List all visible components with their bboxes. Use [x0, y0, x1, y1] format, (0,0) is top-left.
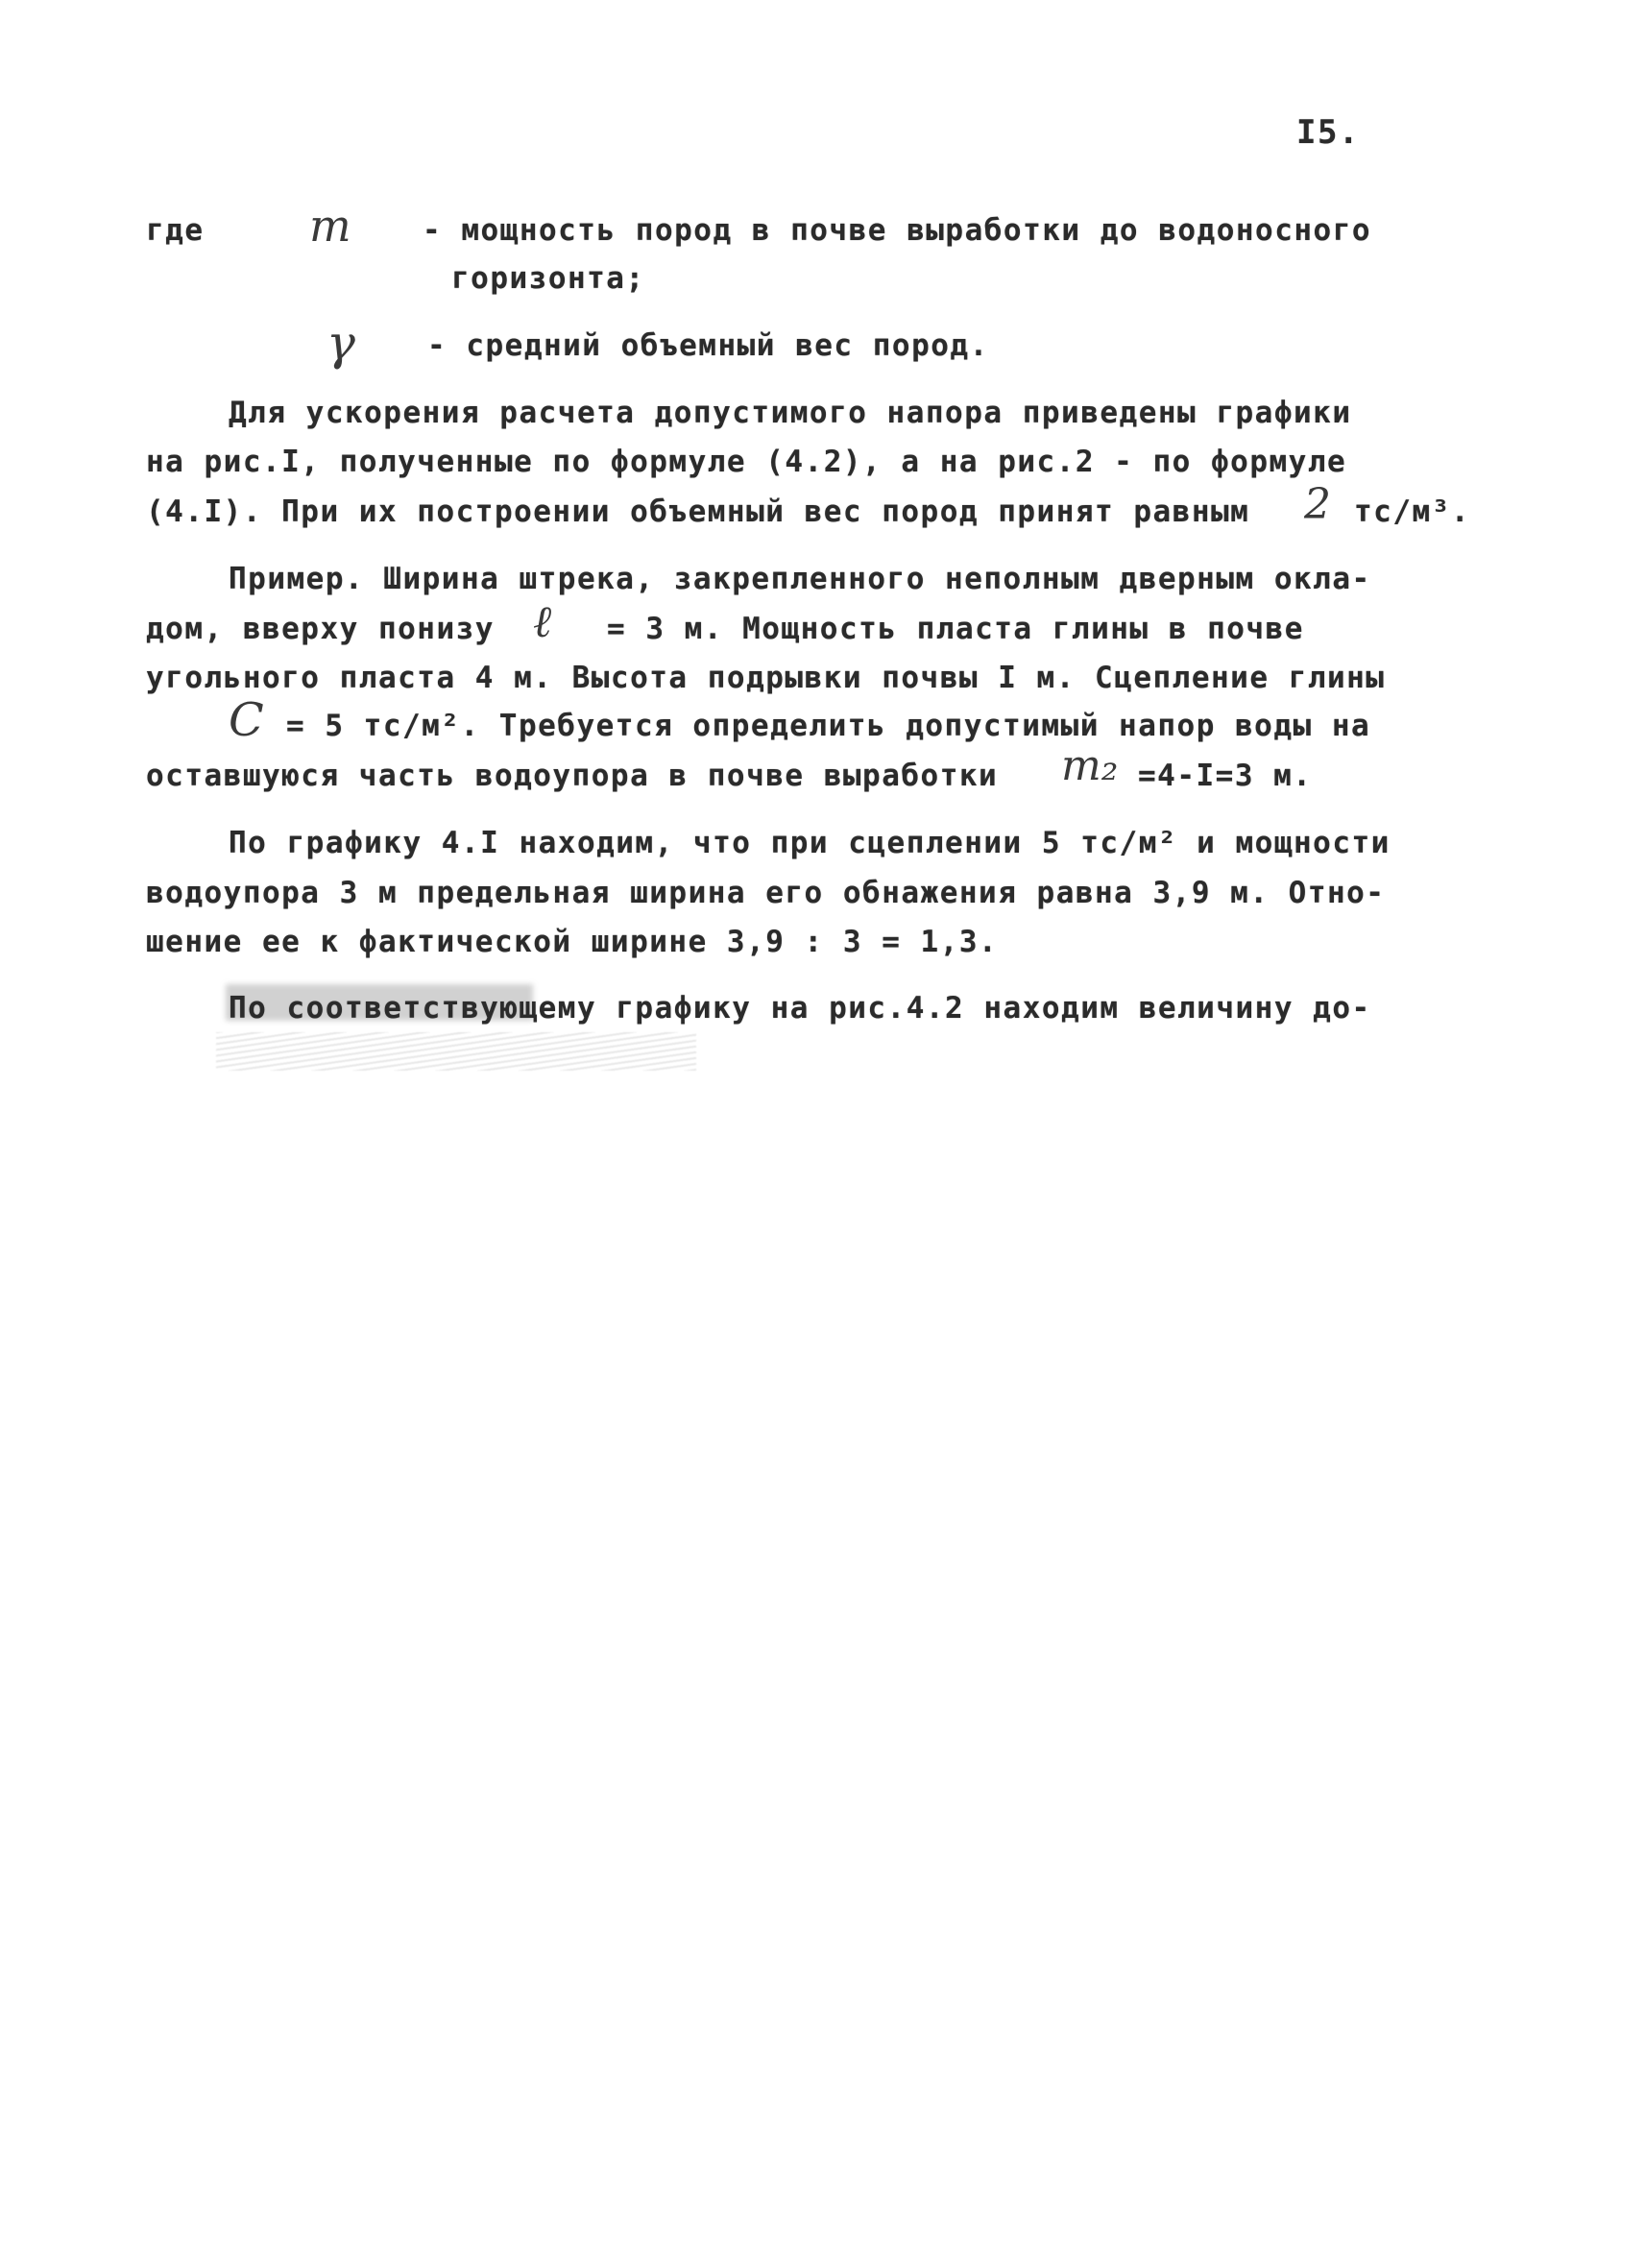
example-line3: угольного пласта 4 м. Высота подрывки почвы I м. Сцепление глины [146, 661, 1386, 695]
paragraph1-line3b: тс/м³. [1354, 495, 1470, 529]
where-label: где [146, 213, 205, 248]
example-line2b: = 3 м. Мощность пласта глины в почве [607, 612, 1304, 646]
example-line5b: =4-I=3 м. [1138, 759, 1313, 793]
example-line5a: оставшуюся часть водоупора в почве выработки [146, 759, 999, 793]
paragraph1-line3a: (4.I). При их построении объемный вес пород принят равным [146, 495, 1250, 529]
paragraph3-line2: водоупора 3 м предельная ширина его обнажения равна 3,9 м. Отно- [146, 876, 1386, 910]
symbol-gamma: γ [327, 315, 355, 371]
definition-m-line1: - мощность пород в почве выработки до водоносного [423, 213, 1372, 248]
paragraph4-line1: По соответствующему графику на рис.4.2 находим величину до- [229, 991, 1371, 1025]
paragraph3-line3: шение ее к фактической ширине 3,9 : 3 = 1,3. [146, 925, 999, 959]
density-value: 2 [1304, 480, 1331, 529]
example-line2a: дом, вверху понизу [146, 612, 495, 646]
definition-m-line2: горизонта; [451, 261, 645, 296]
definition-gamma: - средний объемный вес пород. [427, 328, 989, 363]
symbol-m: m [309, 200, 351, 252]
symbol-c: C [229, 693, 264, 747]
example-line1: Пример. Ширина штрека, закрепленного неполным дверным окла- [229, 562, 1371, 596]
paragraph3-line1: По графику 4.I находим, что при сцеплении 5 тс/м² и мощности [229, 826, 1391, 860]
smudged-line [216, 1032, 696, 1071]
paragraph1-line1: Для ускорения расчета допустимого напора приведены графики [229, 396, 1352, 430]
page-number: I5. [1296, 113, 1360, 152]
paragraph1-line2: на рис.I, полученные по формуле (4.2), а на рис.2 - по формуле [146, 445, 1347, 479]
symbol-m2: m₂ [1061, 741, 1119, 790]
symbol-l: ℓ [533, 595, 552, 647]
example-line4b: = 5 тс/м². Требуется определить допустимый напор воды на [286, 709, 1371, 743]
